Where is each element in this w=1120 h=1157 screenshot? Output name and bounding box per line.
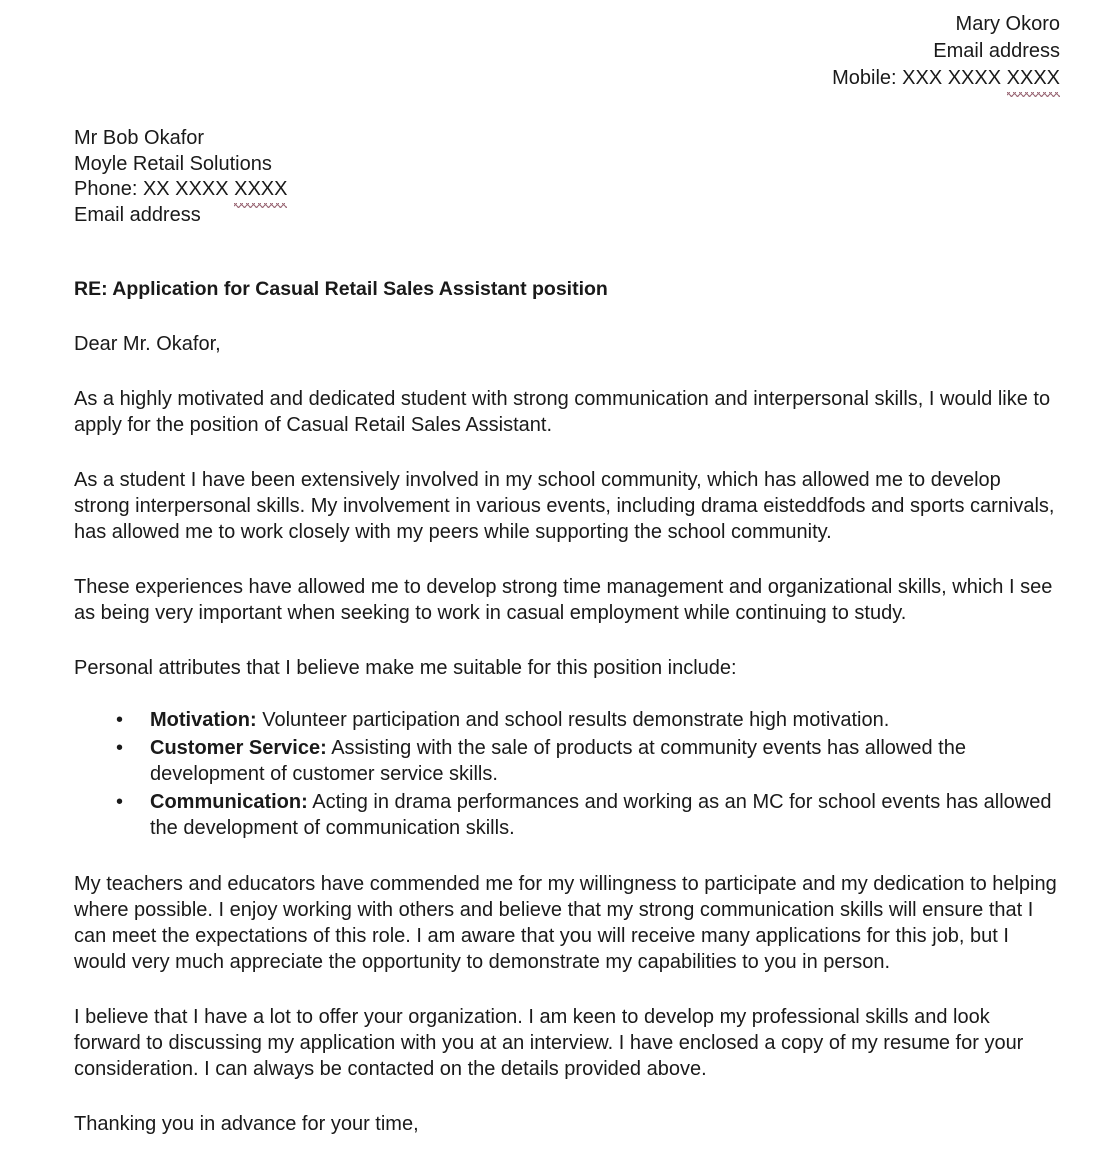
salutation: Dear Mr. Okafor, — [74, 333, 221, 355]
attribute-description: Assisting with the sale of products at community events has allowed the development of customer service skills. — [150, 736, 966, 785]
bullet-icon: • — [116, 709, 124, 731]
attribute-term: Customer Service: — [150, 736, 327, 759]
bullet-icon: • — [116, 790, 124, 813]
sender-mobile-misspelled: XXXX — [1007, 65, 1060, 92]
sender-mobile — [74, 65, 1060, 92]
sender-mobile-prefix: Mobile: XXX XXXX — [832, 67, 1007, 89]
recipient-phone-misspelled: XXXX — [234, 177, 287, 203]
closing-line: Thanking you in advance for your time, — [74, 1112, 419, 1135]
sender-email: Email address — [933, 40, 1060, 62]
body-paragraph-6: I believe that I have a lot to offer your organization. I am keen to develop my professional skills and look forward to discussing my application with you at an interview. I have enclosed a copy of my resume for your consideration. I can always be contacted on the details provided above. — [74, 1005, 1024, 1080]
subject-line: RE: Application for Casual Retail Sales Assistant position — [74, 278, 608, 300]
recipient-company: Moyle Retail Solutions — [74, 152, 272, 175]
attribute-term: Motivation: — [150, 709, 257, 731]
attribute-term: Communication: — [150, 790, 308, 813]
list-item — [74, 735, 1060, 788]
bullet-icon: • — [116, 736, 124, 759]
document-content — [74, 0, 1060, 1157]
list-item — [74, 789, 1060, 842]
recipient-contact-block — [74, 126, 1060, 228]
body-paragraph-3: These experiences have allowed me to develop strong time management and organizational skills, which I see as being very important when seeking to work in casual employment while continuing to study. — [74, 576, 1053, 624]
recipient-phone — [74, 177, 1060, 203]
recipient-email: Email address — [74, 203, 201, 226]
body-paragraph-1: As a highly motivated and dedicated student with strong communication and interpersonal skills, I would like to apply for the position of Casual Retail Sales Assistant. — [74, 388, 1051, 436]
body-paragraph-2: As a student I have been extensively involved in my school community, which has allowed me to develop strong interpersonal skills. My involvement in various events, including drama eisteddfods and sports carnivals, has allowed me to work closely with my peers while supporting the school community. — [74, 469, 1055, 543]
list-item — [74, 707, 1060, 734]
body-paragraph-5: My teachers and educators have commended me for my willingness to participate and my dedication to helping where possible. I enjoy working with others and believe that my strong communication skills will ensure that I can meet the expectations of this role. I am aware that you will receive many applications for this job, but I would very much appreciate the opportunity to demonstrate my capabilities to you in person. — [74, 872, 1057, 973]
personal-attributes-list — [74, 707, 1060, 842]
sender-contact-block — [74, 0, 1060, 92]
sender-name: Mary Okoro — [955, 13, 1060, 35]
attribute-description: Acting in drama performances and working as an MC for school events has allowed the development of communication skills. — [150, 790, 1052, 839]
body-paragraph-4: Personal attributes that I believe make me suitable for this position include: — [74, 657, 737, 679]
recipient-name: Mr Bob Okafor — [74, 127, 205, 149]
recipient-phone-prefix: Phone: XX XXXX — [74, 178, 235, 200]
attribute-description: Volunteer participation and school results demonstrate high motivation. — [256, 709, 890, 731]
